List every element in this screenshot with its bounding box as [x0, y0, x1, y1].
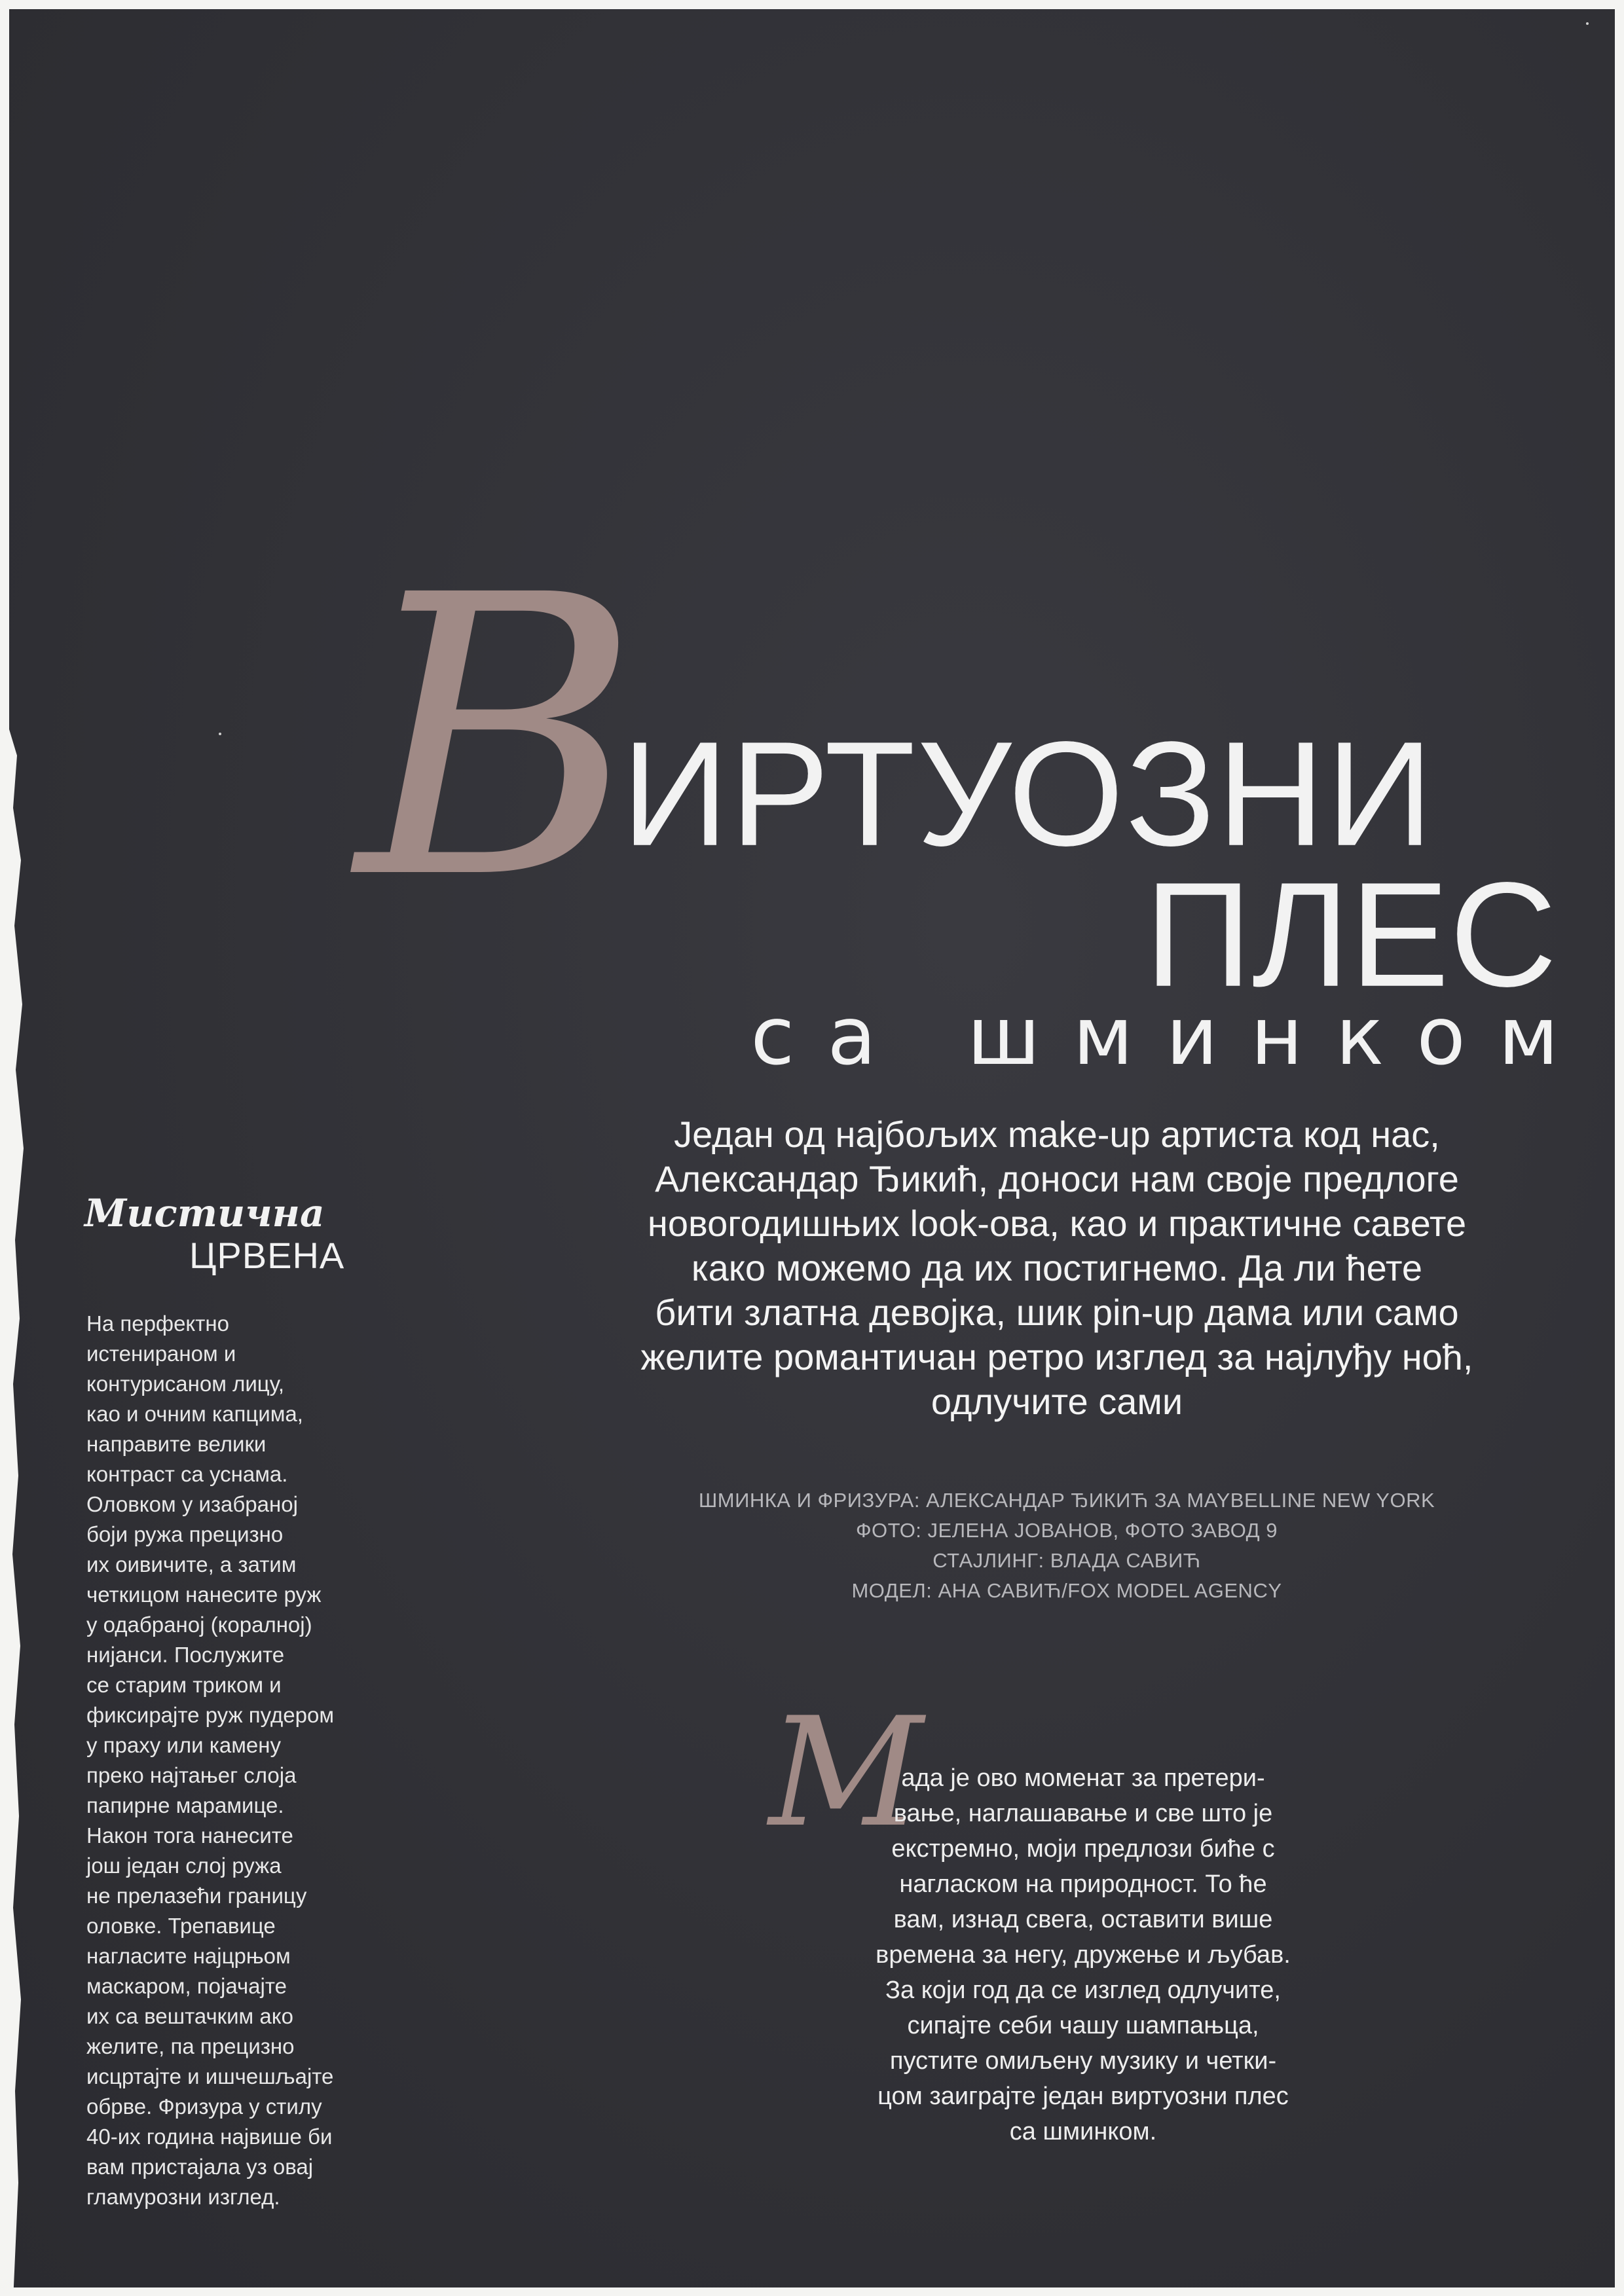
- intro-paragraph: [546, 1112, 1568, 1424]
- sidebar-line: контурисаном лицу,: [86, 1372, 285, 1396]
- sidebar-line: нагласите најцрњом: [86, 1944, 291, 1968]
- body-line: За који год да се изглед одлучите,: [885, 1977, 1281, 2004]
- sidebar-line: гламурозни изглед.: [86, 2185, 280, 2209]
- sidebar-line: боји ружа прецизно: [86, 1522, 284, 1546]
- sidebar-line: у одабраној (коралној): [86, 1613, 312, 1637]
- sidebar-line: обрве. Фризура у стилу: [86, 2094, 322, 2119]
- photo-credits: [638, 1485, 1496, 1606]
- sidebar-line: папирне марамице.: [86, 1793, 284, 1817]
- sidebar-line: маскаром, појачајте: [86, 1974, 287, 1998]
- intro-line: желите романтичан ретро изглед за најлуђу ноћ,: [640, 1336, 1473, 1377]
- body-line: са шминком.: [1009, 2118, 1157, 2145]
- sidebar-title: [84, 1191, 386, 1276]
- credit-line: СТАЈЛИНГ: ВЛАДА САВИЋ: [932, 1549, 1201, 1572]
- sidebar-line: их оивичите, а затим: [86, 1552, 297, 1576]
- sidebar-line: На перфектно: [86, 1311, 229, 1336]
- body-line: пустите омиљену музику и четки-: [889, 2047, 1277, 2075]
- sidebar-line: желите, па прецизно: [86, 2034, 295, 2058]
- intro-line: одлучите сами: [931, 1381, 1183, 1422]
- magazine-page: [9, 9, 1615, 2287]
- sidebar-line: Оловком у изабраној: [86, 1492, 298, 1516]
- print-speck: [1586, 22, 1589, 25]
- headline-drop-letter: В: [356, 514, 640, 964]
- sidebar-line: направите велики: [86, 1432, 267, 1456]
- headline: [9, 9, 1615, 1122]
- headline-line-2: ПЛЕС: [1144, 852, 1557, 1018]
- sidebar-line: 40-их година највише би: [86, 2124, 333, 2149]
- headline-line-3: са шминком: [750, 990, 1591, 1083]
- body-paragraph: [815, 1760, 1352, 2149]
- sidebar-line: преко најтањег слоја: [86, 1763, 297, 1787]
- sidebar-line: нијанси. Послужите: [86, 1643, 285, 1667]
- body-line: вам, изнад свега, оставити више: [893, 1906, 1273, 1933]
- sidebar-line: четкицом нанесите руж: [86, 1582, 322, 1607]
- intro-line: Један од најбољих make-up артиста код нас,: [674, 1114, 1440, 1155]
- sidebar-line: их са вештачким ако: [86, 2004, 293, 2028]
- sidebar-line: оловке. Трепавице: [86, 1914, 276, 1938]
- sidebar-line: као и очним капцима,: [86, 1402, 303, 1426]
- body-line: цом заиграјте један виртуозни плес: [877, 2083, 1289, 2110]
- credit-line: ФОТО: ЈЕЛЕНА ЈОВАНОВ, ФОТО ЗАВОД 9: [855, 1519, 1278, 1542]
- body-line: екстремно, моји предлози биће с: [891, 1835, 1275, 1863]
- sidebar-line: Након тога нанесите: [86, 1823, 293, 1848]
- sidebar-line: вам пристајала уз овај: [86, 2155, 314, 2179]
- body-line: нагласком на природност. То ће: [899, 1870, 1267, 1898]
- body-line: ада је ово моменат за претери-: [901, 1764, 1265, 1792]
- sidebar-line: исцртајте и ишчешљајте: [86, 2064, 334, 2088]
- body-drop-letter: М: [769, 1686, 923, 1861]
- credit-line: МОДЕЛ: АНА САВИЋ/FOX MODEL AGENCY: [851, 1579, 1282, 1602]
- print-speck: [219, 733, 221, 735]
- sidebar-line: не прелазећи границу: [86, 1884, 307, 1908]
- sidebar-line: истенираном и: [86, 1341, 236, 1366]
- intro-line: Александар Ђикић, доноси нам своје предлоге: [655, 1158, 1459, 1199]
- sidebar-line: контраст са уснама.: [86, 1462, 288, 1486]
- body-line: вање, наглашавање и све што је: [893, 1800, 1273, 1827]
- sidebar-line: још један слој ружа: [86, 1853, 282, 1878]
- sidebar-line: у праху или камену: [86, 1733, 281, 1757]
- body-line: времена за негу, дружење и љубав.: [876, 1941, 1291, 1969]
- intro-line: како можемо да их постигнемо. Да ли ћете: [691, 1247, 1423, 1288]
- headline-line-1: ИРТУОЗНИ: [621, 711, 1435, 877]
- sidebar-line: фиксирајте руж пудером: [86, 1703, 335, 1727]
- credit-line: ШМИНКА И ФРИЗУРА: АЛЕКСАНДАР ЂИКИЋ ЗА MAYBELLINE NEW YORK: [698, 1489, 1435, 1512]
- sidebar-title-caps: ЦРВЕНА: [189, 1235, 345, 1276]
- sidebar-line: се старим триком и: [86, 1673, 282, 1697]
- intro-line: бити златна девојка, шик pin-up дама или само: [655, 1292, 1459, 1333]
- intro-line: новогодишњих look-ова, као и практичне савете: [647, 1203, 1467, 1244]
- sidebar-title-italic: Мистична: [84, 1191, 325, 1235]
- sidebar-text: [86, 1309, 394, 2212]
- body-line: сипајте себи чашу шампањца,: [907, 2012, 1259, 2039]
